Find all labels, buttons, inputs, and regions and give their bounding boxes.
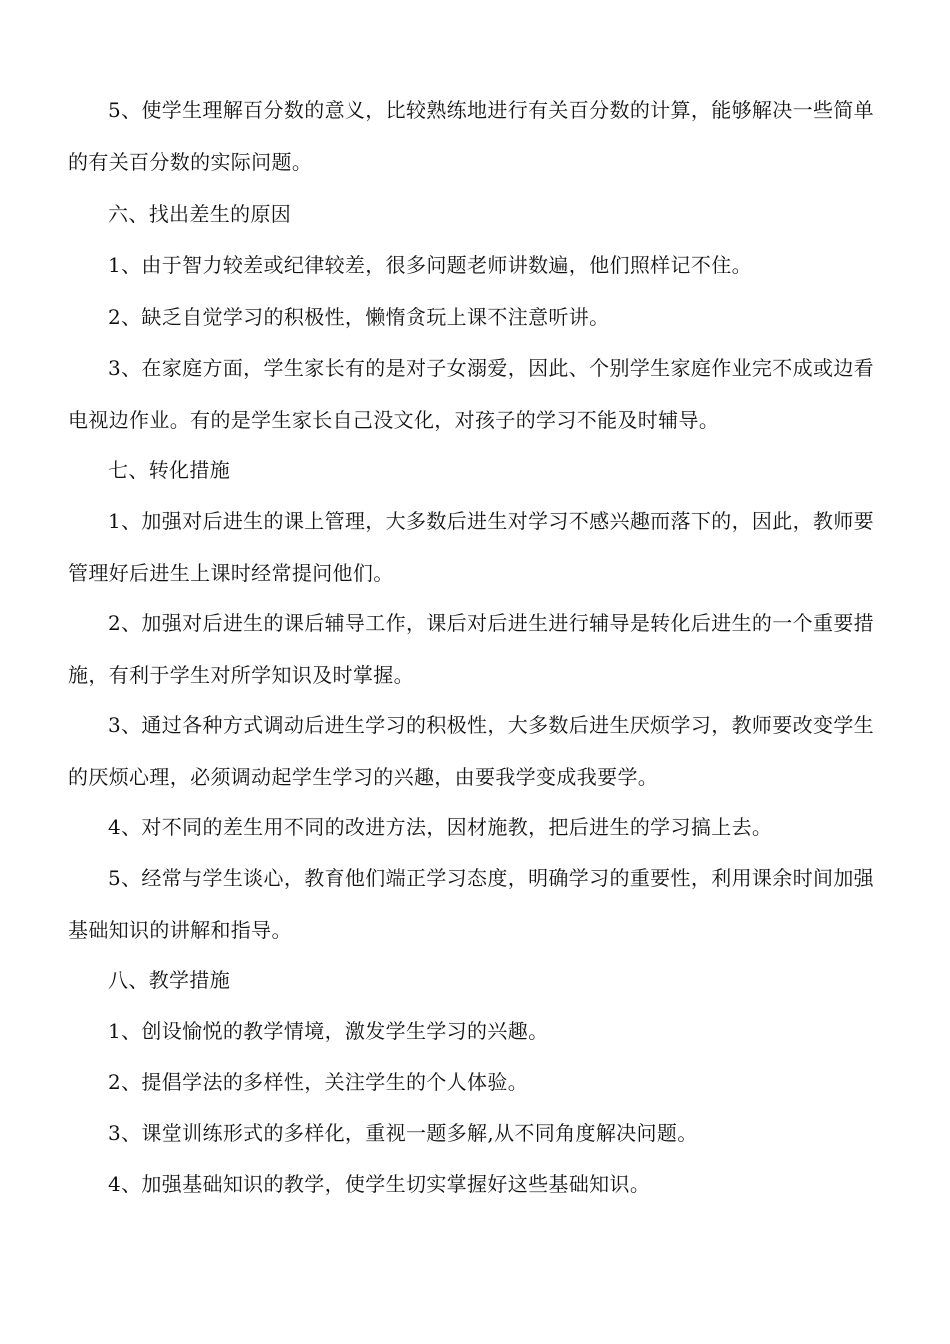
heading-section-7: 七、转化措施 [108, 458, 231, 482]
paragraph-reason-3: 3、在家庭方面，学生家长有的是对子女溺爱，因此、个别学生家庭作业完不成或边看电视边作业。有的是学生家长自己没文化，对孩子的学习不能及时辅导。 [68, 356, 875, 432]
paragraph-reason-2: 2、缺乏自觉学习的积极性，懒惰贪玩上课不注意听讲。 [108, 305, 610, 329]
paragraph-measure-1: 1、加强对后进生的课上管理，大多数后进生对学习不感兴趣而落下的，因此，教师要管理好后进生上课时经常提问他们。 [68, 509, 875, 585]
paragraph-measure-5: 5、经常与学生谈心，教育他们端正学习态度，明确学习的重要性，利用课余时间加强基础知识的讲解和指导。 [68, 866, 875, 942]
paragraph-percent-goal: 5、使学生理解百分数的意义，比较熟练地进行有关百分数的计算，能够解决一些简单的有关百分数的实际问题。 [68, 98, 875, 174]
paragraph-reason-1: 1、由于智力较差或纪律较差，很多问题老师讲数遍，他们照样记不住。 [108, 253, 752, 277]
heading-section-8: 八、教学措施 [108, 968, 231, 992]
paragraph-measure-3: 3、通过各种方式调动后进生学习的积极性，大多数后进生厌烦学习，教师要改变学生的厌烦心理，必须调动起学生学习的兴趣，由要我学变成我要学。 [68, 713, 875, 789]
paragraph-teaching-3: 3、课堂训练形式的多样化，重视一题多解,从不同角度解决问题。 [108, 1121, 698, 1145]
paragraph-measure-4: 4、对不同的差生用不同的改进方法，因材施教，把后进生的学习搞上去。 [108, 815, 773, 839]
paragraph-teaching-4: 4、加强基础知识的教学，使学生切实掌握好这些基础知识。 [108, 1172, 651, 1196]
paragraph-measure-2: 2、加强对后进生的课后辅导工作，课后对后进生进行辅导是转化后进生的一个重要措施，有利于学生对所学知识及时掌握。 [68, 611, 875, 687]
paragraph-teaching-2: 2、提倡学法的多样性，关注学生的个人体验。 [108, 1070, 529, 1094]
paragraph-teaching-1: 1、创设愉悦的教学情境，激发学生学习的兴趣。 [108, 1019, 549, 1043]
heading-section-6: 六、找出差生的原因 [108, 202, 292, 226]
